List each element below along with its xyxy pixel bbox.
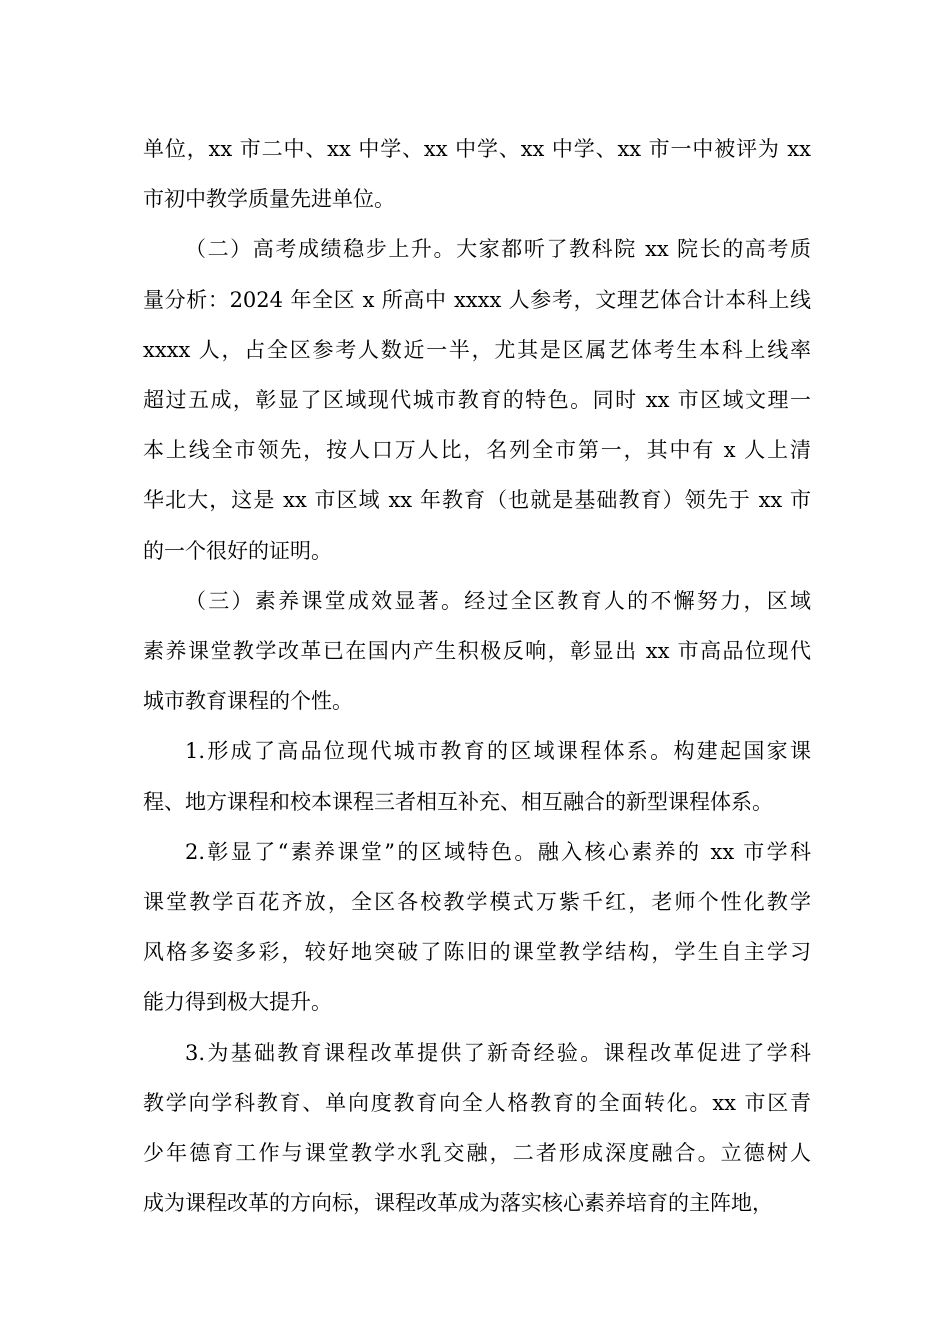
text-line: 3.为基础教育课程改革提供了新奇经验。课程改革促进了学科 (185, 1040, 811, 1065)
text-line: 素养课堂教学改革已在国内产生积极反响，彰显出 xx 市高品位现代 (143, 639, 811, 664)
text-line: 超过五成，彰显了区域现代城市教育的特色。同时 xx 市区域文理一 (143, 388, 811, 413)
text-line: 程、地方课程和校本课程三者相互补充、相互融合的新型课程体系。 (143, 789, 773, 814)
text-line: xxxx 人，占全区参考人数近一半，尤其是区属艺体考生本科上线率 (143, 337, 811, 362)
text-line: 1.形成了高品位现代城市教育的区域课程体系。构建起国家课 (185, 739, 811, 764)
text-line: 教学向学科教育、单向度教育向全人格教育的全面转化。xx 市区青 (143, 1090, 811, 1115)
paragraph (143, 124, 811, 224)
text-line: 的一个很好的证明。 (143, 538, 332, 563)
text-line: （三）素养课堂成效显著。经过全区教育人的不懈努力，区域 (185, 588, 811, 613)
text-line: 量分析：2024 年全区 x 所高中 xxxx 人参考，文理艺体合计本科上线 (143, 287, 811, 312)
text-line: 单位，xx 市二中、xx 中学、xx 中学、xx 中学、xx 市一中被评为 xx (143, 137, 811, 161)
text-line: 成为课程改革的方向标，课程改革成为落实核心素养培育的主阵地， (143, 1191, 773, 1216)
paragraph (143, 827, 811, 1028)
paragraph (143, 726, 811, 826)
text-line: 华北大，这是 xx 市区域 xx 年教育（也就是基础教育）领先于 xx 市 (143, 488, 811, 513)
text-line: 能力得到极大提升。 (143, 990, 332, 1015)
text-line: 本上线全市领先，按人口万人比，名列全市第一，其中有 x 人上清 (143, 438, 811, 463)
paragraph (143, 576, 811, 727)
document-body (143, 124, 811, 1228)
text-line: 少年德育工作与课堂教学水乳交融，二者形成深度融合。立德树人 (143, 1141, 811, 1166)
text-line: （二）高考成绩稳步上升。大家都听了教科院 xx 院长的高考质 (185, 237, 811, 262)
text-line: 市初中教学质量先进单位。 (143, 187, 395, 212)
paragraph (143, 1028, 811, 1229)
text-line: 城市教育课程的个性。 (143, 689, 353, 714)
paragraph (143, 224, 811, 575)
text-line: 风格多姿多彩，较好地突破了陈旧的课堂教学结构，学生自主学习 (143, 940, 811, 965)
text-line: 课堂教学百花齐放，全区各校教学模式万紫千红，老师个性化教学 (143, 890, 811, 915)
text-line: 2.彰显了“素养课堂”的区域特色。融入核心素养的 xx 市学科 (185, 839, 811, 864)
